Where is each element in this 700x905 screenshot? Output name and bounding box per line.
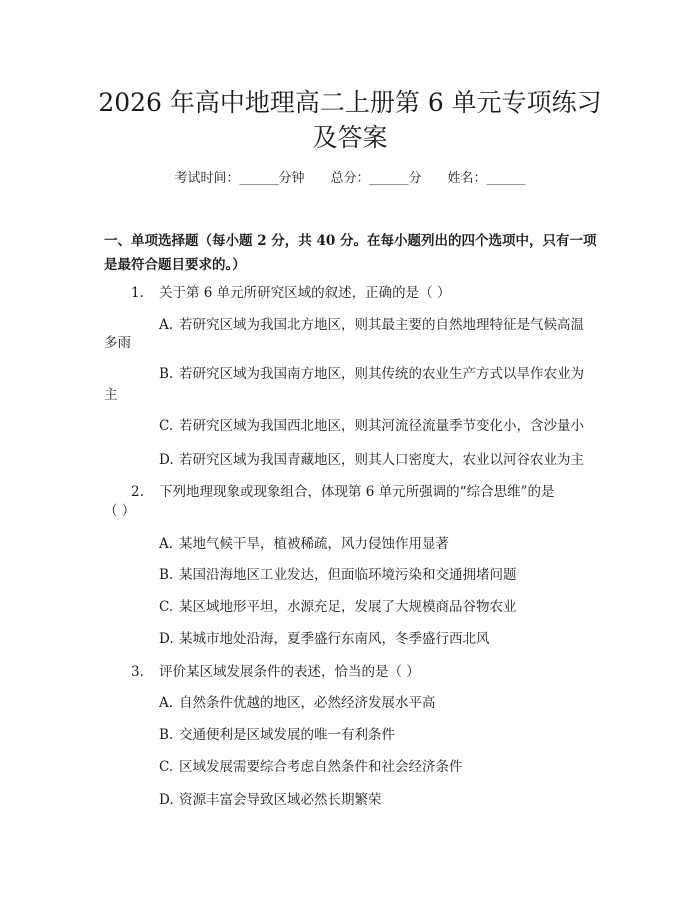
- question-2-option-d-text: 某城市地处沿海，夏季盛行东南风，冬季盛行西北风: [179, 631, 490, 647]
- question-1-option-a-label: A.: [159, 317, 174, 333]
- question-1-option-d-text: 若研究区域为我国青藏地区，则其人口密度大，农业以河谷农业为主: [179, 452, 584, 468]
- question-2-option-c-label: C.: [159, 599, 174, 615]
- question-1-option-c-label: C.: [159, 418, 174, 434]
- question-3-option-c-label: C.: [159, 759, 174, 775]
- score-unit: 分: [408, 171, 422, 186]
- question-3-stem: 评价某区域发展条件的表述，恰当的是（ ）: [159, 664, 420, 680]
- score-label: 总分：: [330, 171, 370, 186]
- question-3-option-b-text: 交通便利是区域发展的唯一有利条件: [179, 727, 395, 743]
- question-3-option-a-label: A.: [159, 695, 174, 711]
- question-2-option-b-label: B.: [159, 567, 174, 583]
- score-blank: ______: [369, 171, 409, 186]
- time-unit: 分钟: [278, 171, 305, 186]
- name-label: 姓名：: [447, 171, 487, 186]
- question-1-option-b-text: 若研究区域为我国南方地区，则其传统的农业生产方式以旱作农业为: [179, 366, 584, 382]
- question-3-option-b-label: B.: [159, 727, 174, 743]
- question-3-option-d-label: D.: [159, 792, 174, 808]
- question-2-stem-cont: （ ）: [104, 503, 136, 519]
- time-blank: ______: [239, 171, 279, 186]
- question-2-number: 2.: [131, 484, 144, 500]
- page-title-line-2: 及答案: [312, 123, 388, 152]
- section-heading: 一、单项选择题（每小题 2 分，共 40 分。在每小题列出的四个选项中，只有一项是最符合题目要求的。）: [104, 233, 597, 273]
- question-1-stem: 关于第 6 单元所研究区域的叙述，正确的是（ ）: [159, 285, 451, 301]
- exam-meta: [0, 169, 700, 189]
- question-3-option-a-text: 自然条件优越的地区，必然经济发展水平高: [179, 695, 436, 711]
- page-title-line-1: 2026 年高中地理高二上册第 6 单元专项练习: [98, 88, 602, 117]
- question-2-option-b-text: 某国沿海地区工业发达，但面临环境污染和交通拥堵问题: [179, 567, 517, 583]
- question-1-number: 1.: [131, 285, 144, 301]
- question-2-option-a-text: 某地气候干旱，植被稀疏，风力侵蚀作用显著: [179, 536, 449, 552]
- time-label: 考试时间：: [174, 171, 240, 186]
- question-3-option-c-text: 区域发展需要综合考虑自然条件和社会经济条件: [179, 759, 463, 775]
- question-3-number: 3.: [131, 664, 144, 680]
- question-1-option-a-text: 若研究区域为我国北方地区，则其最主要的自然地理特征是气候高温: [179, 317, 584, 333]
- question-2-option-d-label: D.: [159, 631, 174, 647]
- question-1-option-b-text-cont: 主: [104, 387, 118, 403]
- question-1-option-a-text-cont: 多雨: [104, 335, 131, 351]
- question-1-option-d-label: D.: [159, 452, 174, 468]
- question-1-option-c-text: 若研究区域为我国西北地区，则其河流径流量季节变化小，含沙量小: [179, 418, 584, 434]
- question-3-option-d-text: 资源丰富会导致区域必然长期繁荣: [179, 792, 382, 808]
- question-2-option-a-label: A.: [159, 536, 174, 552]
- question-2-stem: 下列地理现象或现象组合，体现第 6 单元所强调的“综合思维”的是: [159, 484, 555, 500]
- question-2-option-c-text: 某区域地形平坦，水源充足，发展了大规模商品谷物农业: [179, 599, 517, 615]
- name-blank: ______: [486, 171, 526, 186]
- question-1-option-b-label: B.: [159, 366, 174, 382]
